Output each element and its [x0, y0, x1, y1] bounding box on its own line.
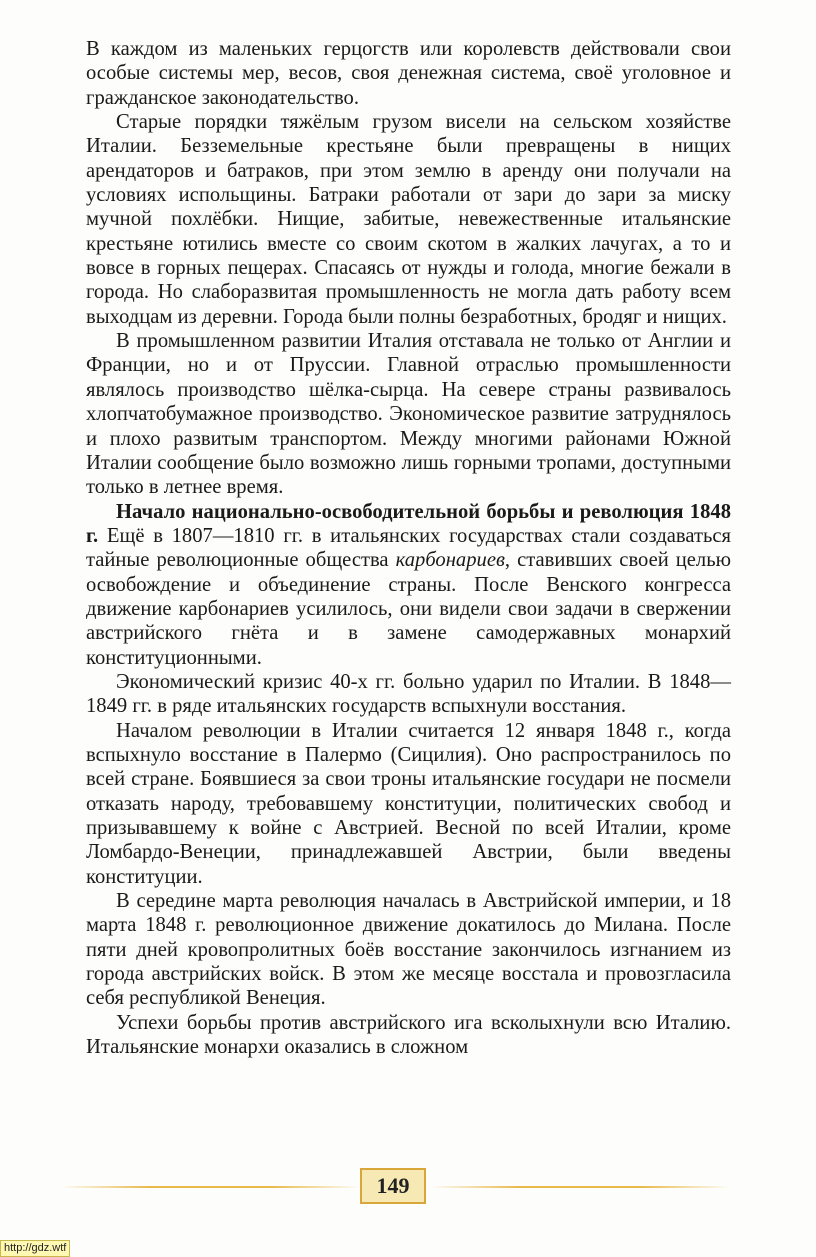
body-text [86, 37, 731, 1059]
page-number: 149 [360, 1168, 426, 1204]
watermark-link[interactable]: http://gdz.wtf [0, 1240, 70, 1257]
paragraph-7: В середине марта революция началась в Австрийской империи, и 18 марта 1848 г. революционное движение докатилось до Милана. После пяти дней кровопролитных боёв восстание закончилось изгнанием из города австрийских войск. В этом же месяце восстала и провозгласила себя республикой Венеция. [86, 890, 731, 1010]
footer-rule-right [430, 1186, 730, 1188]
paragraph-2: Старые порядки тяжёлым грузом висели на сельском хозяйстве Италии. Безземельные крестьяне были превращены в нищих арендаторов и батраков, при этом землю в аренду они получали на условиях испольщины. Батраки работали от зари до зари за миску мучной похлёбки. Нищие, забитые, невежественные итальянские крестьяне ютились вместе со своим скотом в жалких лачугах, а то и вовсе в горных пещерах. Спасаясь от нужды и голода, многие бежали в города. Но слаборазвитая промышленность не могла дать работу всем выходцам из деревни. Города были полны безработных, бродяг и нищих. [86, 111, 731, 328]
section-heading: Начало национально-освободительной борьбы и революция 1848 г. [86, 500, 731, 547]
paragraph-3: В промышленном развитии Италия отставала не только от Англии и Франции, но и от Пруссии. Главной отраслью промышленности являлось производство шёлка-сырца. На севере страны развивалось хлопчатобумажное производство. Экономическое развитие затруднялось и плохо развитым транспортом. Между многими районами Южной Италии сообщение было возможно лишь горными тропами, доступными только в летнее время. [86, 330, 731, 499]
paragraph-8: Успехи борьбы против австрийского ига всколыхнули всю Италию. Итальянские монархи оказались в сложном [86, 1011, 731, 1059]
paragraph-1: В каждом из маленьких герцогств или королевств действовали свои особые системы мер, весов, своя денежная система, своё уголовное и гражданское законодательство. [86, 38, 731, 109]
footer-rule-left [60, 1186, 360, 1188]
paragraph-4-text-before: Ещё в 1807—1810 гг. в итальянских государствах стали создаваться тайные революционные общества [86, 524, 731, 572]
term-carbonari: карбонариев [395, 549, 505, 572]
paragraph-4-text-after: , ставивших своей целью освобождение и объединение страны. После Венского конгресса движение карбонариев усилилось, они видели свои задачи в свержении австрийского гнёта и в замене самодержавных монархий конституционными. [86, 549, 731, 669]
paragraph-6: Началом революции в Италии считается 12 января 1848 г., когда вспыхнуло восстание в Палермо (Сицилия). Оно распространилось по всей стране. Боявшиеся за свои троны итальянские государи не посмели отказать народу, требовавшему конституции, политических свобод и призывавшему к войне с Австрией. Весной по всей Италии, кроме Ломбардо-Венеции, принадлежавшей Австрии, были введены конституции. [86, 719, 731, 888]
paragraph-5: Экономический кризис 40-х гг. больно ударил по Италии. В 1848—1849 гг. в ряде итальянских государств вспыхнули восстания. [86, 670, 731, 718]
paragraph-4 [86, 500, 731, 670]
